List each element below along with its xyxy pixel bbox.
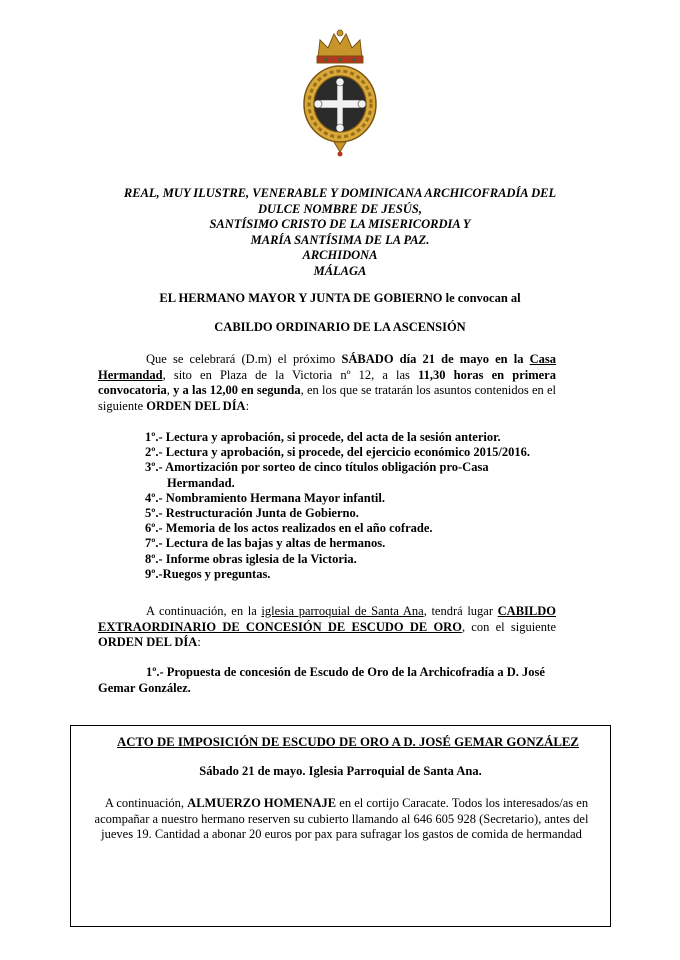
- extraordinary-item: [98, 665, 556, 696]
- header-line: MARÍA SANTÍSIMA DE LA PAZ.: [250, 232, 430, 247]
- header-line: DULCE NOMBRE DE JESÚS,: [258, 201, 422, 216]
- extra-cabildo-title: CABILDO EXTRAORDINARIO DE CONCESIÓN DE ESCUDO DE ORO: [98, 604, 556, 634]
- agenda-list: [145, 430, 585, 582]
- convocation-bold: EL HERMANO MAYOR Y JUNTA DE GOBIERNO: [159, 291, 443, 305]
- header-line: ARCHIDONA: [302, 248, 378, 263]
- intro-date: SÁBADO día 21 de mayo en la: [341, 352, 530, 366]
- ceremony-date-place: Sábado 21 de mayo. Iglesia Parroquial de Santa Ana.: [199, 764, 482, 778]
- intro-text: , sito en Plaza de la Victoria nº 12, a las: [162, 367, 419, 382]
- extra-text: :: [197, 635, 201, 649]
- lunch-title: ALMUERZO HOMENAJE: [187, 796, 337, 810]
- intro-text: :: [245, 398, 250, 413]
- intro-second-call: y a las 12,00 en segunda: [173, 383, 301, 397]
- extraordinary-paragraph: [98, 604, 556, 651]
- intro-text: Que se celebrará (D.m) el próximo: [146, 352, 342, 366]
- lunch-text: en el cortijo Caracate. Todos los interesados/as en acompañar a nuestro hermano reserven su cubierto llamando al 646 605 928 (Secretario), antes del jueves 19. Cantidad a abonar 20 euros por pax para sufragar los gastos de comida de hermandad: [94, 796, 589, 841]
- extra-venue: iglesia parroquial de Santa Ana: [261, 604, 424, 618]
- intro-paragraph: [98, 352, 556, 414]
- agenda-item: 5º.- Restructuración Junta de Gobierno.: [145, 506, 359, 521]
- brotherhood-crest: [290, 28, 390, 158]
- agenda-item: 8º.- Informe obras iglesia de la Victoria.: [145, 551, 357, 566]
- convocation-rest: le convocan al: [442, 291, 521, 305]
- document-header: [90, 186, 590, 280]
- extra-item-line: Gemar González.: [98, 680, 191, 695]
- agenda-item: 4º.- Nombramiento Hermana Mayor infantil.: [145, 490, 385, 505]
- agenda-item: 3º.- Amortización por sorteo de cinco títulos obligación pro-Casa: [145, 460, 489, 475]
- agenda-item: 1º.- Lectura y aprobación, si procede, del acta de la sesión anterior.: [145, 430, 501, 444]
- intro-text: ,: [166, 383, 174, 397]
- intro-first-call: 11,30 horas en primera convocatoria: [98, 367, 556, 397]
- header-line: SANTÍSIMO CRISTO DE LA MISERICORDIA Y: [209, 217, 471, 232]
- extra-text: A continuación, en la: [146, 604, 262, 618]
- ceremony-box: [70, 725, 611, 927]
- intro-text: , en los que se tratarán los asuntos contenidos en el siguiente: [98, 383, 556, 413]
- crown-icon: [317, 30, 363, 63]
- agenda-item: 2º.- Lectura y aprobación, si procede, del ejercicio económico 2015/2016.: [145, 445, 530, 460]
- agenda-item-continuation: Hermandad.: [167, 475, 235, 490]
- ceremony-title: ACTO DE IMPOSICIÓN DE ESCUDO DE ORO A D. JOSÉ GEMAR GONZÁLEZ: [117, 735, 579, 749]
- lunch-paragraph: [84, 796, 599, 843]
- intro-agenda-label: ORDEN DEL DÍA: [146, 398, 246, 413]
- agenda-item: 9º.-Ruegos y preguntas.: [145, 566, 271, 581]
- agenda-item: 7º.- Lectura de las bajas y altas de hermanos.: [145, 536, 386, 551]
- extra-text: , con el siguiente: [461, 619, 557, 634]
- header-line: REAL, MUY ILUSTRE, VENERABLE Y DOMINICANA ARCHICOFRADÍA DEL: [123, 186, 557, 200]
- extra-text: , tendrá lugar: [423, 604, 498, 618]
- lunch-text: A continuación,: [104, 796, 188, 810]
- agenda-item: 6º.- Memoria de los actos realizados en el año cofrade.: [145, 521, 433, 536]
- extra-agenda-label: ORDEN DEL DÍA: [98, 635, 198, 649]
- extra-item-line: 1º.- Propuesta de concesión de Escudo de Oro de la Archicofradía a D. José: [146, 665, 545, 679]
- header-line: MÁLAGA: [313, 263, 367, 278]
- intro-venue: Casa Hermandad: [98, 352, 556, 382]
- crest-emblem-icon: [290, 28, 390, 158]
- convocation-line: [60, 291, 620, 306]
- cabildo-title: CABILDO ORDINARIO DE LA ASCENSIÓN: [214, 320, 466, 334]
